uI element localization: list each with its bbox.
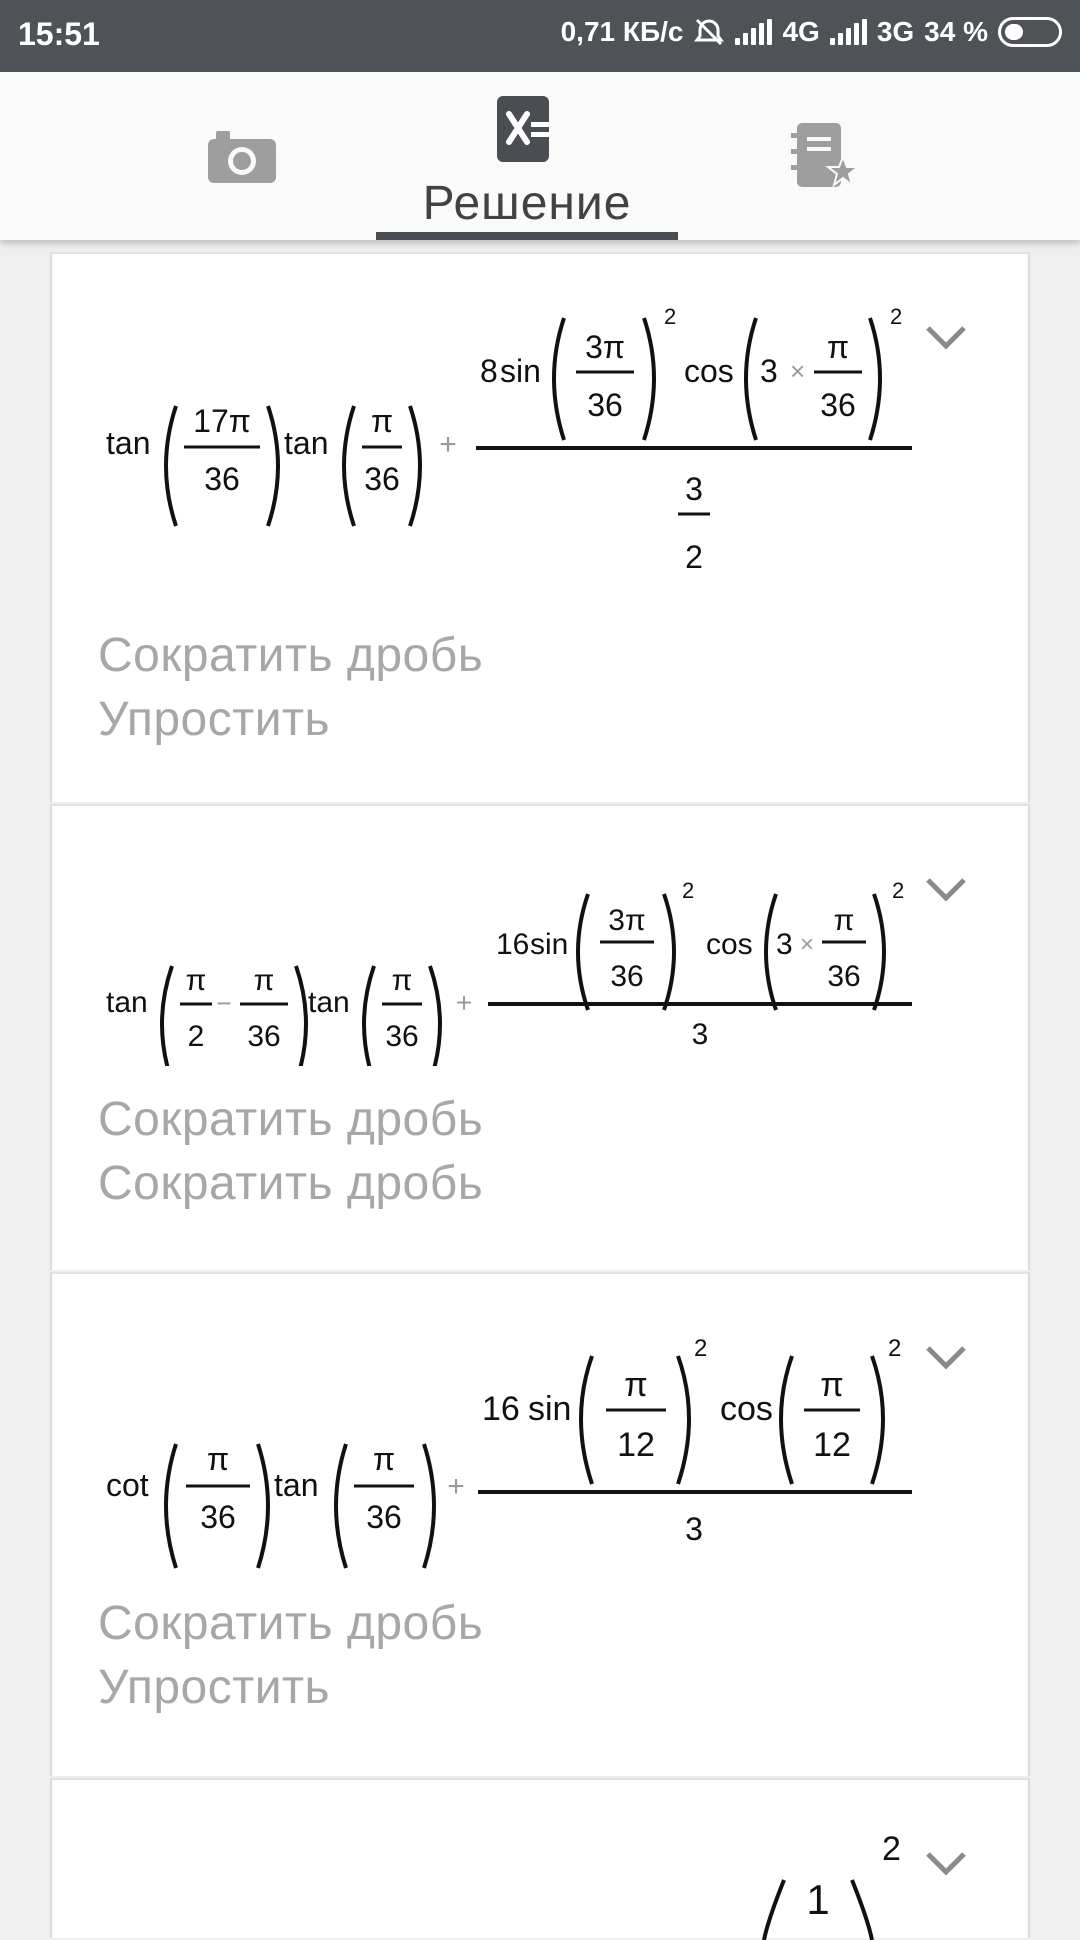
math-func: sin <box>500 353 541 389</box>
math-exp: 2 <box>664 304 677 329</box>
math-den: 36 <box>204 461 240 497</box>
camera-icon <box>208 129 276 183</box>
math-func: cot <box>106 1467 149 1503</box>
math-exp: 2 <box>890 304 903 329</box>
tab-solution[interactable] <box>376 72 678 240</box>
math-den: 3 <box>691 1018 709 1051</box>
math-op: + <box>455 987 473 1018</box>
status-indicators <box>561 16 1062 48</box>
math-func: tan <box>284 425 329 461</box>
muted-alarm-icon <box>693 16 725 48</box>
math-exp: 2 <box>892 878 905 903</box>
math-num: π <box>370 403 394 439</box>
active-tab-indicator <box>376 232 678 240</box>
math-op: + <box>439 428 457 461</box>
math-den: 36 <box>827 960 861 993</box>
math-exp: 2 <box>888 1335 902 1362</box>
math-func: cos <box>706 928 753 961</box>
math-den: 36 <box>385 1020 419 1053</box>
math-num: π <box>820 1366 844 1404</box>
math-den: 36 <box>366 1499 402 1535</box>
math-num: 3 <box>776 928 793 961</box>
math-coef: 16 <box>482 1390 520 1428</box>
math-den: 12 <box>617 1426 655 1464</box>
math-num: π <box>833 904 855 937</box>
tab-camera[interactable] <box>200 72 284 240</box>
math-den: 36 <box>610 960 644 993</box>
tab-solution-label: Решение <box>422 176 632 230</box>
math-coef: 8 <box>480 353 498 389</box>
math-num: 3π <box>608 904 646 937</box>
math-func: cos <box>684 353 734 389</box>
math-num: π <box>185 964 207 997</box>
signal-icon-1 <box>735 19 772 45</box>
math-exp: 2 <box>694 1335 708 1362</box>
math-exp: 2 <box>882 1830 901 1868</box>
math-func: tan <box>106 986 148 1019</box>
x-equals-icon <box>497 96 557 162</box>
math-coef: 16 <box>496 928 530 961</box>
math-op: − <box>216 988 232 1018</box>
math-den: 36 <box>587 387 623 423</box>
math-num: π <box>391 964 413 997</box>
math-op: + <box>447 1470 465 1503</box>
signal-icon-2 <box>830 19 867 45</box>
math-num: π <box>826 329 850 365</box>
math-num: π <box>624 1366 648 1404</box>
math-func: sin <box>530 928 569 961</box>
math-num: 17π <box>193 403 251 439</box>
math-func: cos <box>720 1390 773 1428</box>
math-expression <box>52 1780 1028 1940</box>
battery-icon <box>998 17 1062 47</box>
step-action-2[interactable]: Упростить <box>98 1661 331 1714</box>
math-op: × <box>790 356 806 386</box>
solution-step-3[interactable] <box>50 1272 1030 1776</box>
solution-step-2[interactable] <box>50 804 1030 1270</box>
step-action-2[interactable]: Сократить дробь <box>98 1157 484 1210</box>
network-type-2: 3G <box>876 16 915 47</box>
math-den: 36 <box>364 461 400 497</box>
top-tab-bar <box>0 72 1080 240</box>
math-den: 12 <box>813 1426 851 1464</box>
math-num: 3 <box>760 353 778 389</box>
math-num: 3π <box>585 329 625 365</box>
network-type-1: 4G <box>782 16 820 47</box>
battery-percent: 34 % <box>924 16 988 47</box>
math-num: π <box>206 1441 230 1477</box>
math-num: π <box>253 964 275 997</box>
solution-step-4[interactable] <box>50 1778 1030 1938</box>
tab-notebook[interactable] <box>784 72 868 240</box>
status-time: 15:51 <box>18 16 100 52</box>
math-expression <box>52 254 1028 574</box>
math-den: 36 <box>247 1020 281 1053</box>
math-exp: 2 <box>682 878 695 903</box>
math-func: tan <box>308 986 350 1019</box>
math-den: 2 <box>187 1020 205 1053</box>
math-func: sin <box>528 1390 572 1428</box>
network-speed: 0,71 КБ/с <box>560 16 684 47</box>
math-expression <box>52 1274 1028 1574</box>
math-op: × <box>800 931 815 958</box>
math-expression <box>52 806 1028 1066</box>
math-den: 36 <box>820 387 856 423</box>
status-bar <box>0 0 1080 72</box>
math-den: 3 <box>685 1511 703 1547</box>
math-den-den: 2 <box>685 539 703 574</box>
math-num: π <box>372 1441 396 1477</box>
step-action-1[interactable]: Сократить дробь <box>98 629 484 682</box>
math-func: tan <box>106 425 151 461</box>
math-den-num: 3 <box>685 471 703 507</box>
math-num: 1 <box>806 1876 830 1923</box>
step-action-2[interactable]: Упростить <box>98 693 331 746</box>
math-func: tan <box>274 1467 319 1503</box>
solution-step-1[interactable] <box>50 252 1030 802</box>
math-den: 36 <box>200 1499 236 1535</box>
step-action-1[interactable]: Сократить дробь <box>98 1597 484 1650</box>
notebook-star-icon <box>791 121 861 191</box>
step-action-1[interactable]: Сократить дробь <box>98 1093 484 1146</box>
